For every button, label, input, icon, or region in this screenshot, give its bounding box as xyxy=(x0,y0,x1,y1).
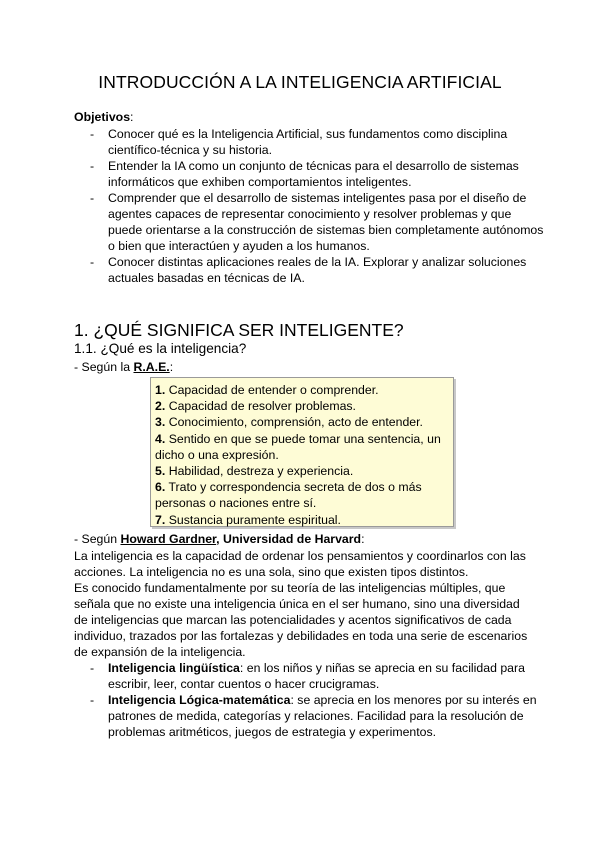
rae-definition xyxy=(155,431,449,463)
dash-marker: - xyxy=(90,255,95,269)
definition-number: 2. xyxy=(155,399,166,414)
dash-marker: - xyxy=(90,693,95,707)
intelligence-item xyxy=(74,660,544,692)
intelligence-text: : en los niños y niñas se aprecia en su facilidad para escribir, leer, contar cuentos o hacer crucigramas. xyxy=(108,661,525,691)
intelligence-item xyxy=(74,692,544,740)
definition-text: Conocimiento, comprensión, acto de entender. xyxy=(168,415,423,430)
objective-item xyxy=(74,158,544,190)
section-heading: 1. ¿QUÉ SIGNIFICA SER INTELIGENTE? xyxy=(74,320,404,340)
dash-marker: - xyxy=(90,191,95,205)
objectives-heading: Objetivos: xyxy=(74,110,134,124)
definition-text: Capacidad de resolver problemas. xyxy=(168,399,356,414)
objective-text: Conocer distintas aplicaciones reales de la IA. Explorar y analizar soluciones actuales basadas en técnicas de IA. xyxy=(108,255,527,285)
objective-item xyxy=(74,254,544,286)
definition-number: 1. xyxy=(155,383,166,397)
definition-text: Sustancia puramente espiritual. xyxy=(168,512,341,527)
rae-definition xyxy=(155,463,449,479)
gardner-name: Howard Gardner xyxy=(120,532,217,546)
objective-text: Entender la IA como un conjunto de técnicas para el desarrollo de sistemas informáticos que exhiben comportamientos inteligentes. xyxy=(108,159,519,189)
rae-definition xyxy=(155,479,449,511)
definition-number: 3. xyxy=(155,415,166,430)
rae-suffix: : xyxy=(169,360,174,374)
document-title: INTRODUCCIÓN A LA INTELIGENCIA ARTIFICIAL xyxy=(98,72,502,92)
gardner-intro xyxy=(74,532,364,546)
definition-number: 5. xyxy=(155,464,166,479)
rae-name: R.A.E. xyxy=(133,360,170,374)
rae-definition xyxy=(155,382,449,398)
definition-number: 4. xyxy=(155,431,166,446)
definition-text: Trato y correspondencia secreta de dos o más personas o naciones entre sí. xyxy=(155,480,422,511)
objective-item xyxy=(74,190,544,254)
intelligences-list xyxy=(74,660,544,740)
rae-definitions-box xyxy=(150,377,454,527)
rae-definition xyxy=(155,414,449,430)
dash-marker: - xyxy=(90,127,95,141)
definition-number: 7. xyxy=(155,512,166,527)
dash-marker: - xyxy=(90,661,95,675)
gardner-prefix: - Según xyxy=(74,532,121,546)
objective-item xyxy=(74,126,544,158)
intelligence-name: Inteligencia Lógica-matemática xyxy=(108,693,291,707)
rae-intro xyxy=(74,360,173,374)
definition-number: 6. xyxy=(155,480,166,495)
definition-text: Habilidad, destreza y experiencia. xyxy=(168,464,354,479)
objectives-list xyxy=(74,126,544,286)
definition-text: Sentido en que se puede tomar una sentencia, un dicho o una expresión. xyxy=(155,431,441,462)
objective-text: Comprender que el desarrollo de sistemas inteligentes pasa por el diseño de agentes capaces de representar conocimiento y resolver problemas y que puede orientarse a la construcción de sistemas bien completamente autónomos o bien que interactúen y ayuden a los humanos. xyxy=(108,191,544,253)
rae-prefix: - Según la xyxy=(74,360,134,374)
dash-marker: - xyxy=(90,159,95,173)
paragraph: Es conocido fundamentalmente por su teoría de las inteligencias múltiples, que señala que no existe una inteligencia única en el ser humano, sino una diversidad de inteligencias que marcan las potencialidades y acentos significativos de cada individuo, trazados por las fortalezas y debilidades en toda una serie de escenarios de expansión de la inteligencia. xyxy=(74,581,528,659)
intelligence-name: Inteligencia lingüística xyxy=(108,661,240,675)
rae-definition xyxy=(155,398,449,414)
definition-text: Capacidad de entender o comprender. xyxy=(168,383,379,397)
rae-definition xyxy=(155,512,449,528)
gardner-suffix: : xyxy=(361,532,365,546)
paragraph: La inteligencia es la capacidad de ordenar los pensamientos y coordinarlos con las acciones. La inteligencia no es una sola, sino que existen tipos distintos. xyxy=(74,549,526,579)
gardner-affiliation: , Universidad de Harvard xyxy=(216,532,362,546)
objective-text: Conocer qué es la Inteligencia Artificial, sus fundamentos como disciplina científico-técnica y su historia. xyxy=(108,127,508,157)
intelligence-text: : se aprecia en los menores por su interés en patrones de medida, categorías y relaciones. Facilidad para la resolución de problemas aritméticos, juegos de estrategia y experimentos. xyxy=(108,693,537,739)
objectives-label: Objetivos xyxy=(74,110,131,124)
rae-definitions-list xyxy=(151,378,453,528)
subsection-heading: 1.1. ¿Qué es la inteligencia? xyxy=(74,341,247,356)
